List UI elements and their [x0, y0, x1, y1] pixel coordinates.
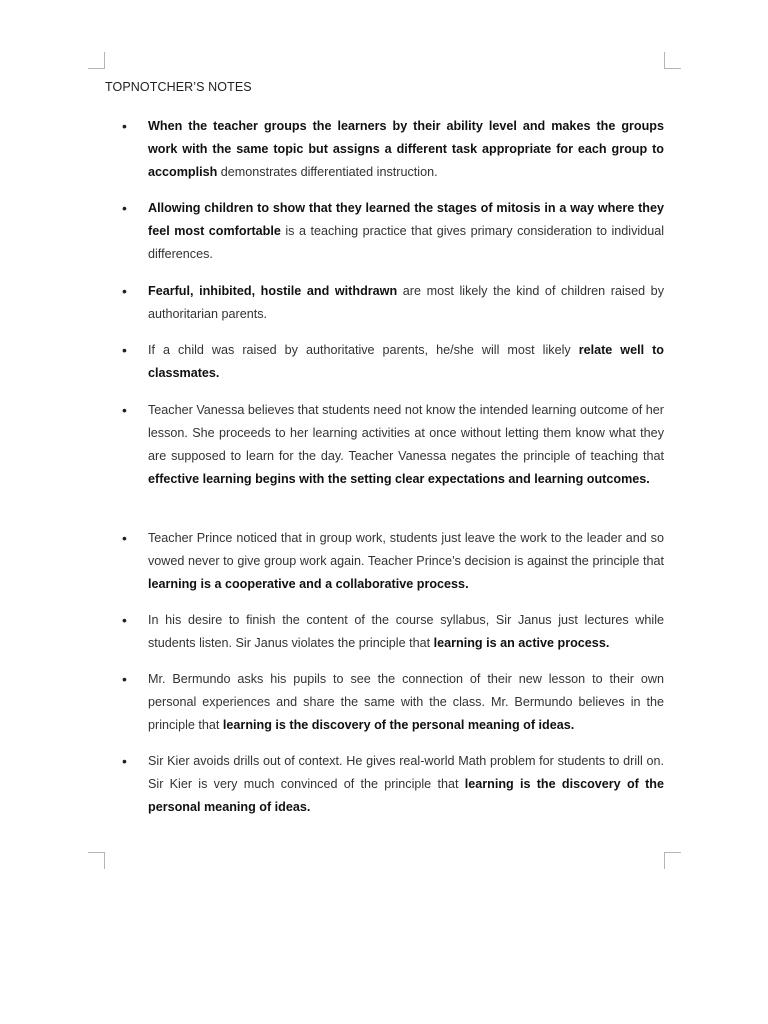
body-text: is a teaching practice that gives primary consideration to individual differences. — [148, 224, 664, 261]
body-text: In his desire to finish the content of the course syllabus, Sir Janus just lectures while students listen. Sir Janus violates the principle that — [148, 613, 664, 650]
body-text: demonstrates differentiated instruction. — [217, 165, 438, 179]
list-item-text — [148, 197, 664, 266]
emphasis-text: effective learning begins with the setting clear expectations and learning outcomes. — [148, 472, 650, 486]
list-item-text — [148, 115, 664, 184]
body-text: Sir Kier avoids drills out of context. He gives real-world Math problem for students to drill on. Sir Kier is very much convinced of the principle that — [148, 754, 664, 791]
emphasis-text: learning is the discovery of the personal meaning of ideas. — [148, 777, 664, 814]
page-header: TOPNOTCHER’S NOTES — [105, 80, 252, 94]
bullet-icon: • — [122, 342, 127, 358]
page-corner-mark-bottom-left — [88, 852, 105, 869]
emphasis-text: learning is the discovery of the personal meaning of ideas. — [222, 718, 575, 732]
bullet-icon: • — [122, 612, 127, 628]
bullet-icon: • — [122, 200, 127, 216]
list-item — [122, 280, 664, 326]
list-item-text — [148, 399, 664, 491]
list-item — [122, 750, 664, 819]
list-item — [122, 339, 664, 385]
body-text: Teacher Prince noticed that in group work, students just leave the work to the leader and so vowed never to give group work again. Teacher Prince’s decision is against the principle that — [148, 531, 664, 568]
page-corner-mark-top-right — [664, 52, 681, 69]
list-item-text — [148, 280, 664, 326]
body-text: Mr. Bermundo asks his pupils to see the connection of their new lesson to their own personal experiences and share the same with the class. Mr. Bermundo believes in the principle that — [148, 672, 664, 732]
list-item-text — [148, 339, 664, 385]
list-item-text — [148, 668, 664, 737]
body-text: If a child was raised by authoritative parents, he/she will most likely — [148, 343, 579, 357]
list-item-text — [148, 609, 664, 655]
list-item — [122, 609, 664, 655]
emphasis-text: Allowing children to show that they learned the stages of mitosis in a way where they feel most comfortable — [148, 201, 664, 238]
emphasis-text: learning is a cooperative and a collaborative process. — [148, 577, 469, 591]
bullet-icon: • — [122, 671, 127, 687]
emphasis-text: Fearful, inhibited, hostile and withdrawn — [148, 284, 398, 298]
page-corner-mark-bottom-right — [664, 852, 681, 869]
body-text: Teacher Vanessa believes that students need not know the intended learning outcome of her lesson. She proceeds to her learning activities at once without letting them know what they are supposed to learn for the day. Teacher Vanessa negates the principle of teaching that — [148, 403, 664, 463]
bullet-icon: • — [122, 530, 127, 546]
list-item — [122, 197, 664, 266]
list-item — [122, 527, 664, 596]
emphasis-text: When the teacher groups the learners by their ability level and makes the groups work with the same topic but assigns a different task appropriate for each group to accomplish — [148, 119, 664, 179]
page-corner-mark-top-left — [88, 52, 105, 69]
emphasis-text: relate well to classmates. — [148, 343, 664, 380]
bullet-icon: • — [122, 283, 127, 299]
list-item-text — [148, 527, 664, 596]
bullet-icon: • — [122, 753, 127, 769]
list-item-text — [148, 750, 664, 819]
list-item — [122, 115, 664, 184]
list-item — [122, 399, 664, 491]
bullet-icon: • — [122, 118, 127, 134]
emphasis-text: learning is an active process. — [433, 636, 610, 650]
bullet-icon: • — [122, 402, 127, 418]
list-item — [122, 668, 664, 737]
body-text: are most likely the kind of children raised by authoritarian parents. — [148, 284, 664, 321]
